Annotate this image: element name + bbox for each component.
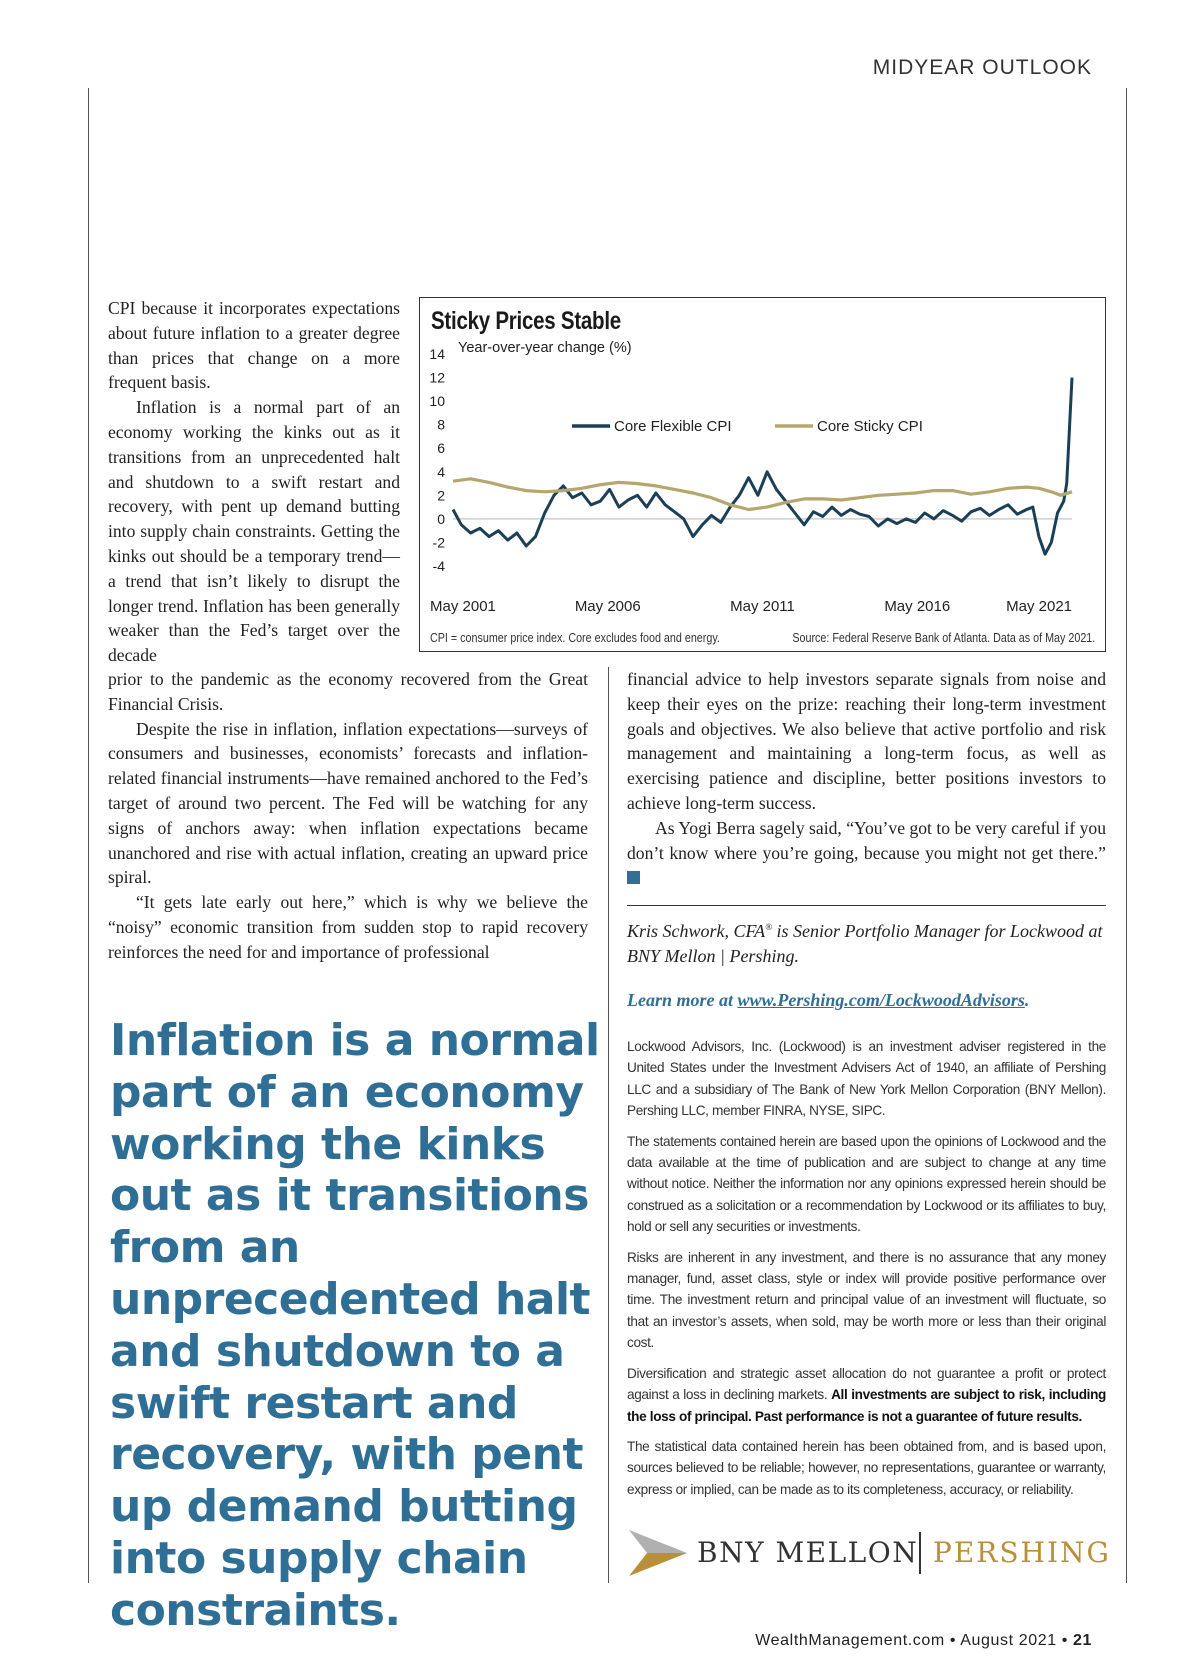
- paragraph: financial advice to help investors separate signals from noise and keep their eyes on the prize: reaching their long-term investment goals and objectives. We also believe that active portfolio and risk management and maintaining a long-term focus, as well as exercising patience and discipline, better positions investors to achieve long-term success.: [627, 669, 1106, 813]
- x-tick-label: May 2021: [1006, 598, 1072, 615]
- disclosure-text: Diversification and strategic asset allocation do not guarantee a profit or protect against a loss in declining markets.: [627, 1365, 1106, 1403]
- chart-footnote: CPI = consumer price index. Core excludes food and energy.: [430, 631, 720, 645]
- y-tick-label: -4: [432, 558, 445, 574]
- paragraph: prior to the pandemic as the economy recovered from the Great Financial Crisis.: [108, 669, 588, 714]
- page-footer: [755, 1632, 1092, 1650]
- x-tick-label: May 2011: [730, 598, 795, 615]
- paragraph: CPI because it incorporates expectations about future inflation to a greater degree than prices that change on a more frequent basis.: [108, 298, 400, 393]
- learn-more-link[interactable]: www.Pershing.com/LockwoodAdvisors: [737, 990, 1025, 1010]
- y-tick-label: -2: [432, 534, 445, 551]
- chart-sticky-prices: [419, 297, 1106, 652]
- y-tick-label: 14: [429, 346, 445, 362]
- legend-label: Core Sticky CPI: [817, 418, 923, 435]
- disclosure-paragraph: The statements contained herein are based upon the opinions of Lockwood and the data available at the time of publication and are subject to change at any time without notice. Neither the information nor any opinions expressed herein should be construed as a solicitation or a recommendation by Lockwood or its affiliates to buy, hold or sell any securities or investments.: [627, 1133, 1106, 1235]
- pull-quote: Inflation is a normal part of an economy working the kinks out as it transitions from an unprecedented halt and shutdown to a swift restart and recovery, with pent up demand butting into supply chain constraints.: [110, 1015, 600, 1636]
- disclosures: [627, 1036, 1106, 1509]
- x-tick-label: May 2001: [430, 598, 496, 615]
- author-divider: [627, 905, 1106, 906]
- article-column-right: [627, 667, 1106, 890]
- y-tick-label: 6: [437, 440, 445, 457]
- author-name: Kris Schwork, CFA: [627, 921, 766, 941]
- logo-bny-mellon: BNY MELLON: [697, 1536, 919, 1569]
- y-tick-label: 4: [437, 463, 445, 480]
- disclosure-paragraph: [627, 1363, 1106, 1427]
- footer-separator: •: [1061, 1632, 1068, 1649]
- y-tick-label: 0: [437, 510, 445, 527]
- bny-mellon-pershing-logo: [627, 1530, 1111, 1580]
- disclosure-paragraph: Lockwood Advisors, Inc. (Lockwood) is an investment adviser registered in the United States under the Investment Advisers Act of 1940, an affiliate of Pershing LLC and a subsidiary of The Bank of New York Mellon Corporation (BNY Mellon). Pershing LLC, member FINRA, NYSE, SIPC.: [627, 1039, 1106, 1119]
- disclosure-bold-text: All investments are subject to risk, including the loss of principal. Past performance is not a guarantee of future results.: [627, 1387, 1107, 1424]
- section-tag: MIDYEAR OUTLOOK: [872, 56, 1092, 79]
- author-bio: [627, 915, 1106, 969]
- right-margin-rule: [1126, 88, 1127, 1583]
- article-column-left-top: [108, 296, 400, 668]
- paragraph: Inflation is a normal part of an economy working the kinks out as it transitions from an unprecedented halt and shutdown to a swift restart and recovery, with pent up demand butting into supply chain constraints. Getting the kinks out should be a temporary trend—a trend that isn’t likely to disrupt the longer trend. Inflation has been generally weaker than the Fed’s target over the decade: [108, 397, 400, 666]
- logo-separator: [919, 1532, 921, 1574]
- footer-site: WealthManagement.com: [755, 1632, 945, 1649]
- series-line-core-flexible: [453, 378, 1072, 555]
- registered-mark: ®: [765, 922, 773, 932]
- x-tick-label: May 2016: [884, 598, 951, 615]
- y-tick-label: 2: [437, 487, 445, 504]
- author-title: is Senior Portfolio Manager for Lockwood at BNY Mellon | Pershing.: [627, 921, 1103, 966]
- y-axis-label: Year-over-year change (%): [458, 340, 632, 356]
- page-number: 21: [1073, 1632, 1092, 1649]
- paragraph: “It gets late early out here,” which is why we believe the “noisy” economic transition from sudden stop to rapid recovery reinforces the need for and importance of professional: [108, 892, 588, 962]
- chart-title: Sticky Prices Stable: [431, 307, 621, 335]
- left-margin-rule: [88, 88, 89, 1583]
- disclosure-paragraph: The statistical data contained herein has been obtained from, and is based upon, sources believed to be reliable; however, no representations, guarantee or warranty, express or implied, can be made as to its completeness, accuracy, or reliability.: [627, 1438, 1106, 1497]
- legend-label: Core Flexible CPI: [614, 418, 732, 435]
- chart-canvas: [420, 298, 1107, 653]
- learn-more-suffix: .: [1024, 990, 1030, 1010]
- logo-pershing: PERSHING: [933, 1536, 1111, 1569]
- end-mark-icon: [627, 871, 640, 884]
- y-tick-label: 10: [429, 393, 445, 410]
- article-column-left-bottom: [108, 667, 588, 965]
- paragraph: Despite the rise in inflation, inflation expectations—surveys of consumers and businesses, economists’ forecasts and inflation-related financial instruments—have remained anchored to the Fed’s target of around two percent. The Fed will be watching for any signs of anchors away: when inflation expectations became unanchored and rise with actual inflation, creating an upward price spiral.: [108, 718, 588, 888]
- footer-separator: •: [949, 1632, 957, 1649]
- disclosure-paragraph: Risks are inherent in any investment, and there is no assurance that any money manager, fund, asset class, style or index will provide positive performance over time. The investment return and principal value of an investment will fluctuate, so that an investor’s assets, when sold, may be worth more or less than their original cost.: [627, 1249, 1106, 1351]
- paragraph-text: As Yogi Berra sagely said, “You’ve got to be very careful if you don’t know where you’re going, because you might not get there.”: [627, 817, 1106, 863]
- chart-source: Source: Federal Reserve Bank of Atlanta. Data as of May 2021.: [792, 631, 1095, 645]
- y-tick-label: 8: [437, 416, 445, 433]
- learn-more: [627, 990, 1106, 1011]
- footer-issue: August 2021: [960, 1632, 1057, 1649]
- x-tick-label: May 2006: [574, 598, 641, 615]
- column-divider: [608, 667, 609, 1583]
- y-tick-label: 12: [429, 369, 445, 386]
- learn-more-prefix: Learn more at: [627, 990, 738, 1010]
- paragraph: [627, 816, 1106, 890]
- logo-arrow-icon: [629, 1530, 689, 1576]
